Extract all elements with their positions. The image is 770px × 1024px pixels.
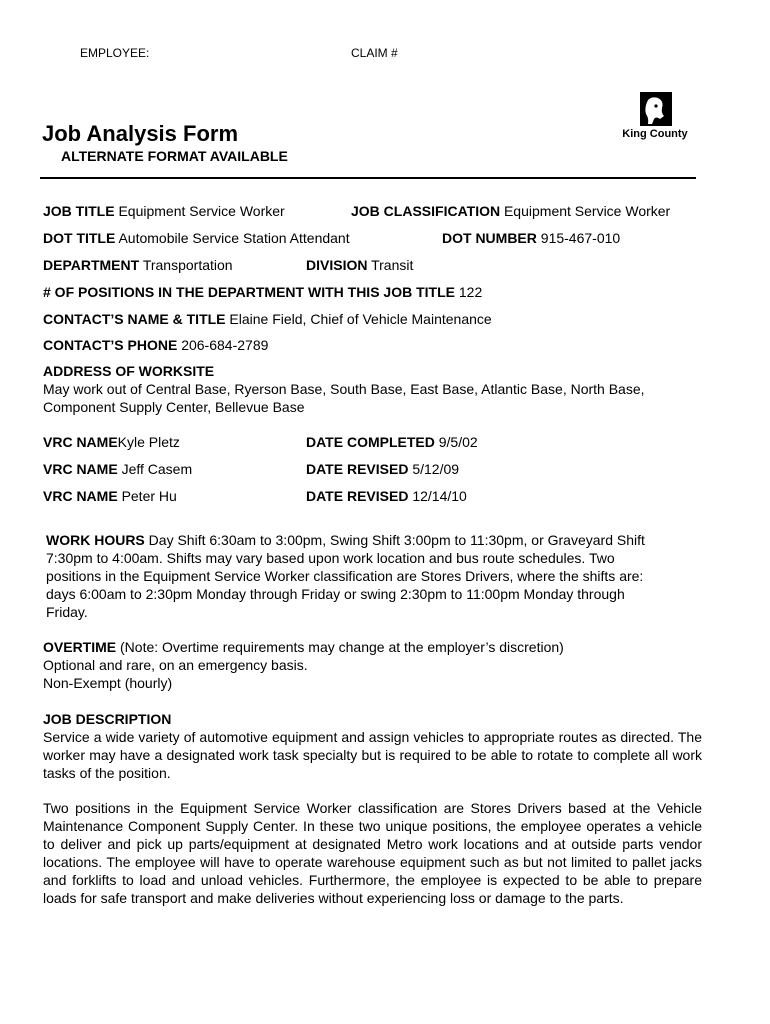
contact-name-row [43,310,492,328]
vrc-date-row-2 [306,460,459,478]
dot-number-label: DOT NUMBER [442,230,537,246]
header-divider [40,177,696,179]
vrc-date-label: DATE REVISED [306,488,409,504]
work-hours-line-5: Friday. [46,604,88,620]
job-title-label: JOB TITLE [43,203,115,219]
vrc-date-row-1 [306,433,478,451]
address-label: ADDRESS OF WORKSITE [43,363,215,379]
work-hours-line-1 [46,531,645,549]
vrc-label: VRC NAME [43,461,118,477]
employee-label: EMPLOYEE: [80,46,150,60]
overtime-row [43,638,564,656]
dot-number-row [442,229,620,247]
department-value: Transportation [142,257,233,273]
vrc-date: 5/12/09 [412,461,460,477]
vrc-date-label: DATE REVISED [306,461,409,477]
work-hours-line-3: positions in the Equipment Service Worker classification are Stores Drivers, where the shifts are: [46,568,644,584]
address-line-1: May work out of Central Base, Ryerson Base, South Base, East Base, Atlantic Base, North Base, [43,381,645,397]
job-description-para-2: Two positions in the Equipment Service Worker classification are Stores Drivers based at the Vehicle Maintenance Component Supply Center. In these two unique positions, the employee operates a vehicle to deliver and pick up parts/equipment at designated Metro work locations and at outside parts vendor locations. The employee will have to operate warehouse equipment such as but not limited to pallet jacks and forklifts to load and unload vehicles. Furthermore, the employee is expected to be able to prepare loads for safe transport and make deliveries without experiencing loss or damage to the parts. [43,800,702,906]
vrc-date: 12/14/10 [412,488,467,504]
vrc-name: Peter Hu [121,488,177,504]
vrc-row-3 [43,487,177,505]
overtime-note: (Note: Overtime requirements may change at the employer’s discretion) [120,639,564,655]
contact-phone-row [43,336,268,354]
division-label: DIVISION [306,257,368,273]
vrc-date-label: DATE COMPLETED [306,434,435,450]
job-title-row [43,202,285,220]
contact-phone-label: CONTACT’S PHONE [43,337,178,353]
king-county-logo [618,92,692,144]
job-description-label: JOB DESCRIPTION [43,711,172,727]
contact-name-value: Elaine Field, Chief of Vehicle Maintenance [229,311,492,327]
positions-label: # OF POSITIONS IN THE DEPARTMENT WITH THIS JOB TITLE [43,284,455,300]
vrc-label: VRC NAME [43,434,118,450]
contact-phone-value: 206-684-2789 [181,337,269,353]
address-line-2: Component Supply Center, Bellevue Base [43,399,305,415]
positions-row [43,283,482,301]
vrc-name: Kyle Pletz [117,434,180,450]
vrc-label: VRC NAME [43,488,118,504]
vrc-date: 9/5/02 [438,434,478,450]
form-title: Job Analysis Form [42,121,239,146]
vrc-row-2 [43,460,192,478]
contact-name-label: CONTACT’S NAME & TITLE [43,311,226,327]
dot-number-value: 915-467-010 [540,230,621,246]
vrc-row-1 [43,433,180,451]
dot-title-row [43,229,350,247]
logo-text: King County [622,128,688,140]
overtime-line-2: Non-Exempt (hourly) [43,675,173,691]
job-description-para-1: Service a wide variety of automotive equipment and assign vehicles to appropriate routes as directed. The worker may have a designated work task specialty but is required to be able to rotate to complete all work tasks of the position. [43,729,702,781]
work-hours-label: WORK HOURS [46,532,145,548]
overtime-label: OVERTIME [43,639,117,655]
job-classification-row [351,202,670,220]
job-classification-value: Equipment Service Worker [503,203,671,219]
division-row [306,256,413,274]
vrc-date-row-3 [306,487,467,505]
form-subtitle: ALTERNATE FORMAT AVAILABLE [61,148,288,164]
positions-value: 122 [458,284,483,300]
dot-title-label: DOT TITLE [43,230,116,246]
job-title-value: Equipment Service Worker [118,203,285,219]
division-value: Transit [371,257,414,273]
work-hours-line-4: days 6:00am to 2:30pm Monday through Friday or swing 2:30pm to 11:00pm Monday through [46,586,625,602]
job-classification-label: JOB CLASSIFICATION [351,203,501,219]
work-hours-text-1: Day Shift 6:30am to 3:00pm, Swing Shift 3:00pm to 11:30pm, or Graveyard Shift [148,532,645,548]
work-hours-line-2: 7:30pm to 4:00am. Shifts may vary based upon work location and bus route schedules. Two [46,550,615,566]
department-label: DEPARTMENT [43,257,140,273]
claim-label: CLAIM # [351,46,398,60]
department-row [43,256,233,274]
dot-title-value: Automobile Service Station Attendant [118,230,350,246]
vrc-name: Jeff Casem [121,461,193,477]
overtime-line-1: Optional and rare, on an emergency basis. [43,657,308,673]
